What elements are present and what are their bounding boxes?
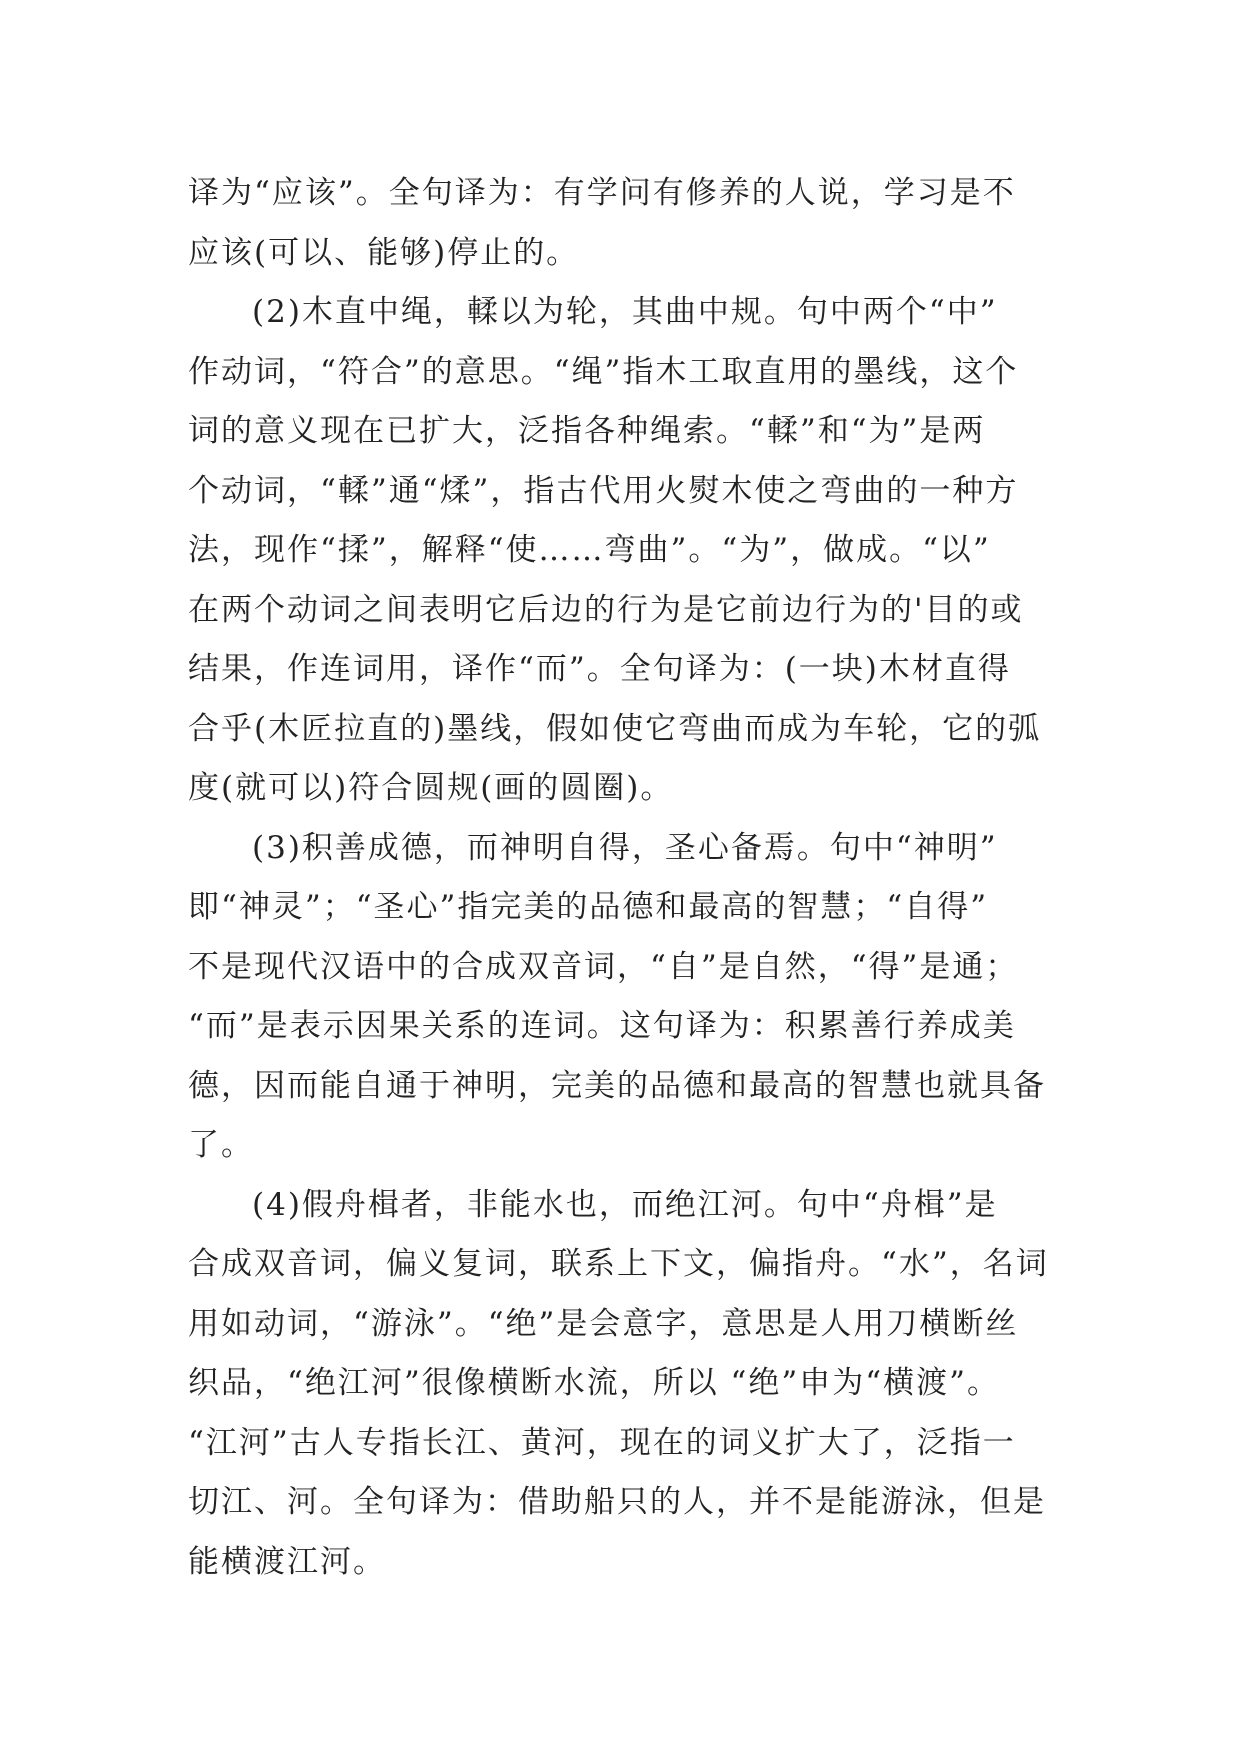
text-line: “江河”古人专指长江、黄河，现在的词义扩大了，泛指一	[188, 1424, 1016, 1461]
text-line: 德，因而能自通于神明，完美的品德和最高的智慧也就具备	[188, 1067, 1046, 1104]
text-line: 词的意义现在已扩大，泛指各种绳索。“輮”和“为”是两	[188, 413, 986, 449]
paragraph-start-line: (3)积善成德，而神明自得，圣心备焉。句中“神明”	[252, 829, 998, 866]
text-line: 法，现作“揉”，解释“使……弯曲”。“为”，做成。“以”	[188, 532, 991, 568]
text-line: 个动词，“輮”通“煣”，指古代用火熨木使之弯曲的一种方	[188, 472, 1019, 509]
text-line: 织品，“绝江河”很像横断水流，所以 “绝”申为“横渡”。	[188, 1365, 1000, 1401]
body-text	[188, 164, 1088, 1592]
text-line: “而”是表示因果关系的连词。这句译为：积累善行养成美	[188, 1008, 1016, 1044]
text-line: 在两个动词之间表明它后边的行为是它前边行为的'目的或	[188, 591, 1024, 628]
text-line: 用如动词，“游泳”。“绝”是会意字，意思是人用刀横断丝	[188, 1305, 1019, 1342]
text-line: 合乎(木匠拉直的)墨线，假如使它弯曲而成为车轮，它的弧	[188, 710, 1042, 747]
paragraph-start-line: (4)假舟楫者，非能水也，而绝江河。句中“舟楫”是	[252, 1186, 998, 1223]
paragraph-start-line: (2)木直中绳，輮以为轮，其曲中规。句中两个“中”	[252, 294, 998, 330]
text-line: 切江、河。全句译为：借助船只的人，并不是能游泳，但是	[188, 1484, 1046, 1520]
text-line: 了。	[188, 1127, 254, 1163]
text-line: 结果，作连词用，译作“而”。全句译为：(一块)木材直得	[188, 651, 1011, 687]
text-line: 即“神灵”；“圣心”指完美的品德和最高的智慧；“自得”	[188, 889, 989, 925]
text-line: 能横渡江河。	[188, 1543, 386, 1580]
text-line: 译为“应该”。全句译为：有学问有修养的人说，学习是不	[188, 175, 1016, 211]
text-line: 应该(可以、能够)停止的。	[188, 234, 580, 271]
text-line: 度(就可以)符合圆规(画的圆圈)。	[188, 770, 674, 806]
text-line: 作动词，“符合”的意思。“绳”指木工取直用的墨线，这个	[188, 353, 1019, 390]
text-line: 合成双音词，偏义复词，联系上下文，偏指舟。“水”，名词	[188, 1246, 1049, 1282]
text-line: 不是现代汉语中的合成双音词，“自”是自然，“得”是通；	[188, 948, 1019, 985]
